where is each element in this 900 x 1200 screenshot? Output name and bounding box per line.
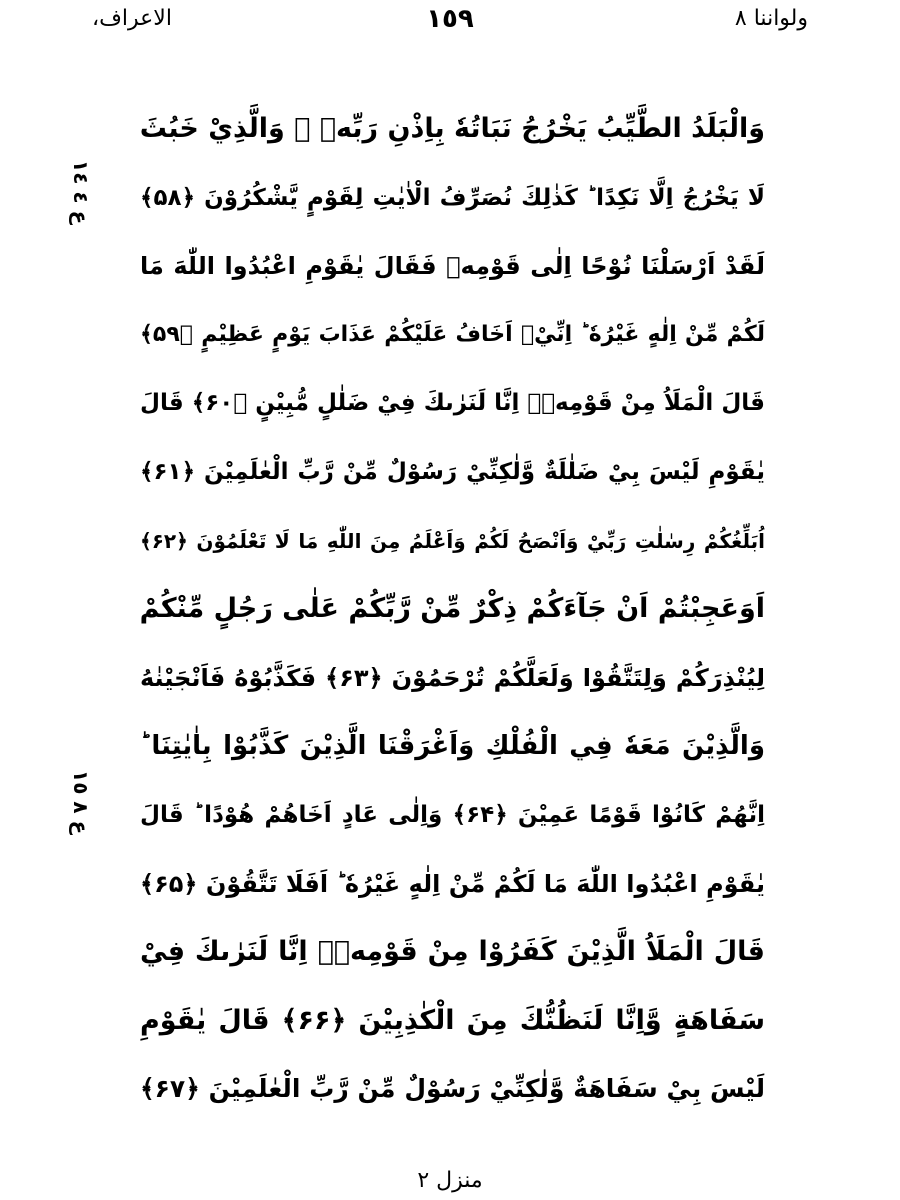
surah-name: الاعراف، (92, 6, 172, 31)
ruku-marker: ع ٤ ١٤ (69, 160, 93, 225)
text-line: لَكُمْ مِّنْ اِلٰهٍ غَيْرُهٗ ؕ اِنِّيْۤ اَخَافُ عَلَيْكُمْ عَذَابَ يَوْمٍ عَظِيْمٍ ﴿۵۹﴾ (140, 321, 765, 347)
text-line: قَالَ الْمَلَاُ مِنْ قَوْمِهٖۤ اِنَّا لَنَرٰىكَ فِيْ ضَلٰلٍ مُّبِيْنٍ ﴿۶۰﴾ قَالَ (140, 390, 765, 417)
page-number: ١٥٩ (426, 4, 474, 34)
text-line: وَالَّذِيْنَ مَعَهٗ فِي الْفُلْكِ وَاَغْرَقْنَا الَّذِيْنَ كَذَّبُوْا بِاٰيٰتِنَا ؕ (140, 731, 765, 762)
text-line: يٰقَوْمِ اعْبُدُوا اللّٰهَ مَا لَكُمْ مِّنْ اِلٰهٍ غَيْرُهٗ ؕ اَفَلَا تَتَّقُوْنَ ﴿۶۵﴾ (140, 869, 765, 898)
para-name: ولواننا ٨ (734, 6, 808, 31)
text-line: قَالَ الْمَلَاُ الَّذِيْنَ كَفَرُوْا مِنْ قَوْمِهٖۤ اِنَّا لَنَرٰىكَ فِيْ (140, 936, 765, 968)
text-line: وَالْبَلَدُ الطَّيِّبُ يَخْرُجُ نَبَاتُهٗ بِاِذْنِ رَبِّهٖ ۚ وَالَّذِيْ خَبُثَ (140, 113, 765, 144)
text-line: لَا يَخْرُجُ اِلَّا نَكِدًا ؕ كَذٰلِكَ نُصَرِّفُ الْاٰيٰتِ لِقَوْمٍ يَّشْكُرُوْنَ ﴿۵۸﴾ (140, 184, 765, 211)
text-line: لِيُنْذِرَكُمْ وَلِتَتَّقُوْا وَلَعَلَّكُمْ تُرْحَمُوْنَ ﴿۶۳﴾ فَكَذَّبُوْهُ فَاَنْجَيْنٰهُ (140, 663, 765, 692)
text-line: اِنَّهُمْ كَانُوْا قَوْمًا عَمِيْنَ ﴿۶۴﴾ وَاِلٰى عَادٍ اَخَاهُمْ هُوْدًا ؕ قَالَ (140, 801, 765, 828)
text-line: سَفَاهَةٍ وَّاِنَّا لَنَظُنُّكَ مِنَ الْكٰذِبِيْنَ ﴿۶۶﴾ قَالَ يٰقَوْمِ (140, 1004, 765, 1036)
ruku-marker: ع ٨ ١٥ (69, 770, 93, 835)
manzil-label: منزل ٢ (417, 1168, 483, 1193)
page-header (0, 0, 900, 50)
verse-text-block (140, 95, 765, 1124)
text-line: لَيْسَ بِيْ سَفَاهَةٌ وَّلٰكِنِّيْ رَسُوْلٌ مِّنْ رَّبِّ الْعٰلَمِيْنَ ﴿۶۷﴾ (140, 1074, 765, 1104)
text-line: يٰقَوْمِ لَيْسَ بِيْ ضَلٰلَةٌ وَّلٰكِنِّيْ رَسُوْلٌ مِّنْ رَّبِّ الْعٰلَمِيْنَ ﴿۶۱﴾ (140, 458, 765, 485)
text-line: اُبَلِّغُكُمْ رِسٰلٰتِ رَبِّيْ وَاَنْصَحُ لَكُمْ وَاَعْلَمُ مِنَ اللّٰهِ مَا لَا تَعْلَمُوْنَ ﴿۶۲﴾ (140, 528, 765, 553)
text-line: لَقَدْ اَرْسَلْنَا نُوْحًا اِلٰى قَوْمِهٖ فَقَالَ يٰقَوْمِ اعْبُدُوا اللّٰهَ مَا (140, 252, 765, 281)
text-line: اَوَعَجِبْتُمْ اَنْ جَآءَكُمْ ذِكْرٌ مِّنْ رَّبِّكُمْ عَلٰى رَجُلٍ مِّنْكُمْ (140, 593, 765, 625)
